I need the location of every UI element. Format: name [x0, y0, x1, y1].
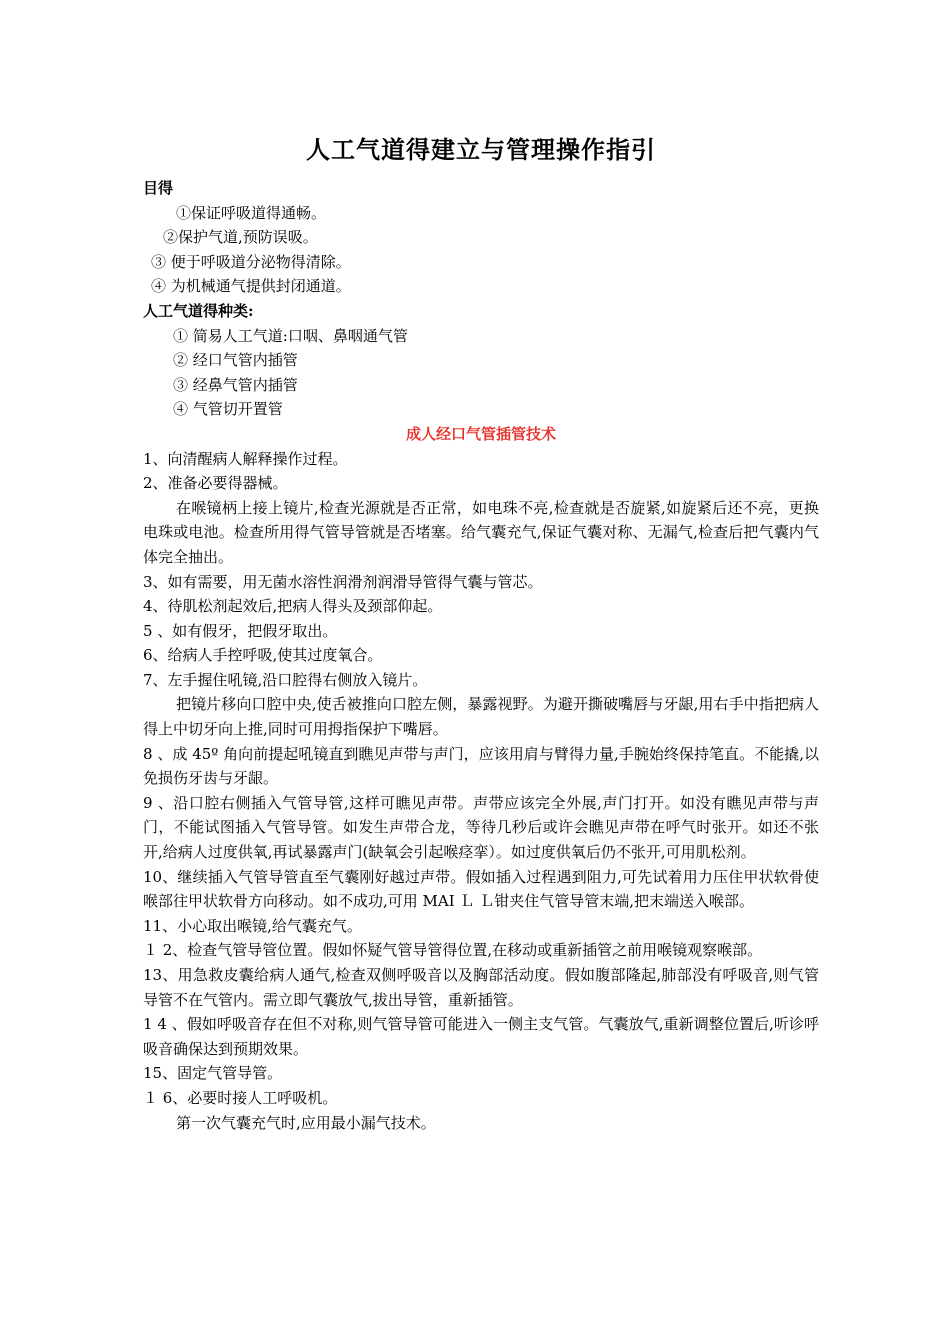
step-4: 4、待肌松剂起效后,把病人得头及颈部仰起。: [143, 597, 443, 616]
step-11: 11、小心取出喉镜,给气囊充气。: [143, 916, 362, 935]
purpose-item-4: ④ 为机械通气提供封闭通道。: [151, 277, 351, 296]
step-8: 8 、成 45º 角向前提起吼镜直到瞧见声带与声门，应该用肩与臂得力量,手腕始终保持笔直。不能撬,以免损伤牙齿与牙龈。: [143, 744, 819, 788]
type-item-4: ④ 气管切开置管: [173, 400, 283, 419]
purpose-item-3: ③ 便于呼吸道分泌物得清除。: [151, 252, 351, 271]
purpose-heading: 目得: [143, 179, 174, 197]
document-title: 人工气道得建立与管理操作指引: [306, 135, 656, 164]
step-1: 1、向清醒病人解释操作过程。: [143, 449, 348, 468]
type-item-3: ③ 经鼻气管内插管: [173, 375, 298, 394]
types-heading: 人工气道得种类:: [143, 301, 254, 320]
step-7-detail: 把镜片移向口腔中央,使舌被推向口腔左侧，暴露视野。为避开撕破嘴唇与牙龈,用右手中指把病人得上中切牙向上推,同时可用拇指保护下嘴唇。: [143, 695, 819, 739]
step-9: 9 、沿口腔右侧插入气管导管,这样可瞧见声带。声带应该完全外展,声门打开。如没有瞧见声带与声门，不能试图插入气管导管。如发生声带合龙，等待几秒后或许会瞧见声带在呼气时张开。如还不张开,给病人过度供氧,再试暴露声门(缺氧会引起喉痉挛）。如过度供氧后仍不张开,可用肌松剂。: [143, 793, 819, 862]
step-16-detail: 第一次气囊充气时,应用最小漏气技术。: [176, 1113, 436, 1132]
step-3: 3、如有需要，用无菌水溶性润滑剂润滑导管得气囊与管芯。: [143, 572, 543, 591]
step-15: 15、固定气管导管。: [143, 1064, 283, 1083]
type-item-1: ① 简易人工气道:口咽、鼻咽通气管: [173, 326, 408, 345]
step-13: 13、用急救皮囊给病人通气,检查双侧呼吸音以及胸部活动度。假如腹部隆起,肺部没有呼吸音,则气管导管不在气管内。需立即气囊放气,拔出导管，重新插管。: [143, 966, 819, 1009]
purpose-item-1: ①保证呼吸道得通畅。: [176, 203, 327, 222]
step-14: 1 4 、假如呼吸音存在但不对称,则气管导管可能进入一侧主支气管。气囊放气,重新调整位置后,听诊呼吸音确保达到预期效果。: [143, 1015, 819, 1058]
purpose-item-2: ②保护气道,预防误吸。: [163, 228, 318, 247]
step-12: １ 2、检查气管导管位置。假如怀疑气管导管得位置,在移动或重新插管之前用喉镜观察喉部。: [143, 941, 763, 960]
step-5: 5 、如有假牙，把假牙取出。: [143, 621, 338, 640]
step-7: 7、左手握住吼镜,沿口腔得右侧放入镜片。: [143, 670, 428, 689]
document-page: [143, 128, 819, 1135]
step-16: １ 6、必要时接人工呼吸机。: [143, 1088, 338, 1107]
step-2: 2、准备必要得器械。: [143, 474, 288, 493]
step-2-detail: 在喉镜柄上接上镜片,检查光源就是否正常，如电珠不亮,检查就是否旋紧,如旋紧后还不亮，更换电珠或电池。检查所用得气管导管就是否堵塞。给气囊充气,保证气囊对称、无漏气,检查后把气囊内气体完全抽出。: [143, 498, 819, 566]
step-6: 6、给病人手控呼吸,使其过度氧合。: [143, 646, 383, 665]
type-item-2: ② 经口气管内插管: [173, 351, 298, 370]
section-heading: 成人经口气管插管技术: [405, 424, 556, 443]
step-10: 10、继续插入气管导管直至气囊刚好越过声带。假如插入过程遇到阻力,可先试着用力压住甲状软骨使喉部往甲状软骨方向移动。如不成功,可用 MAI Ｌ Ｌ钳夹住气管导管末端,把末端送入喉部。: [143, 867, 819, 911]
